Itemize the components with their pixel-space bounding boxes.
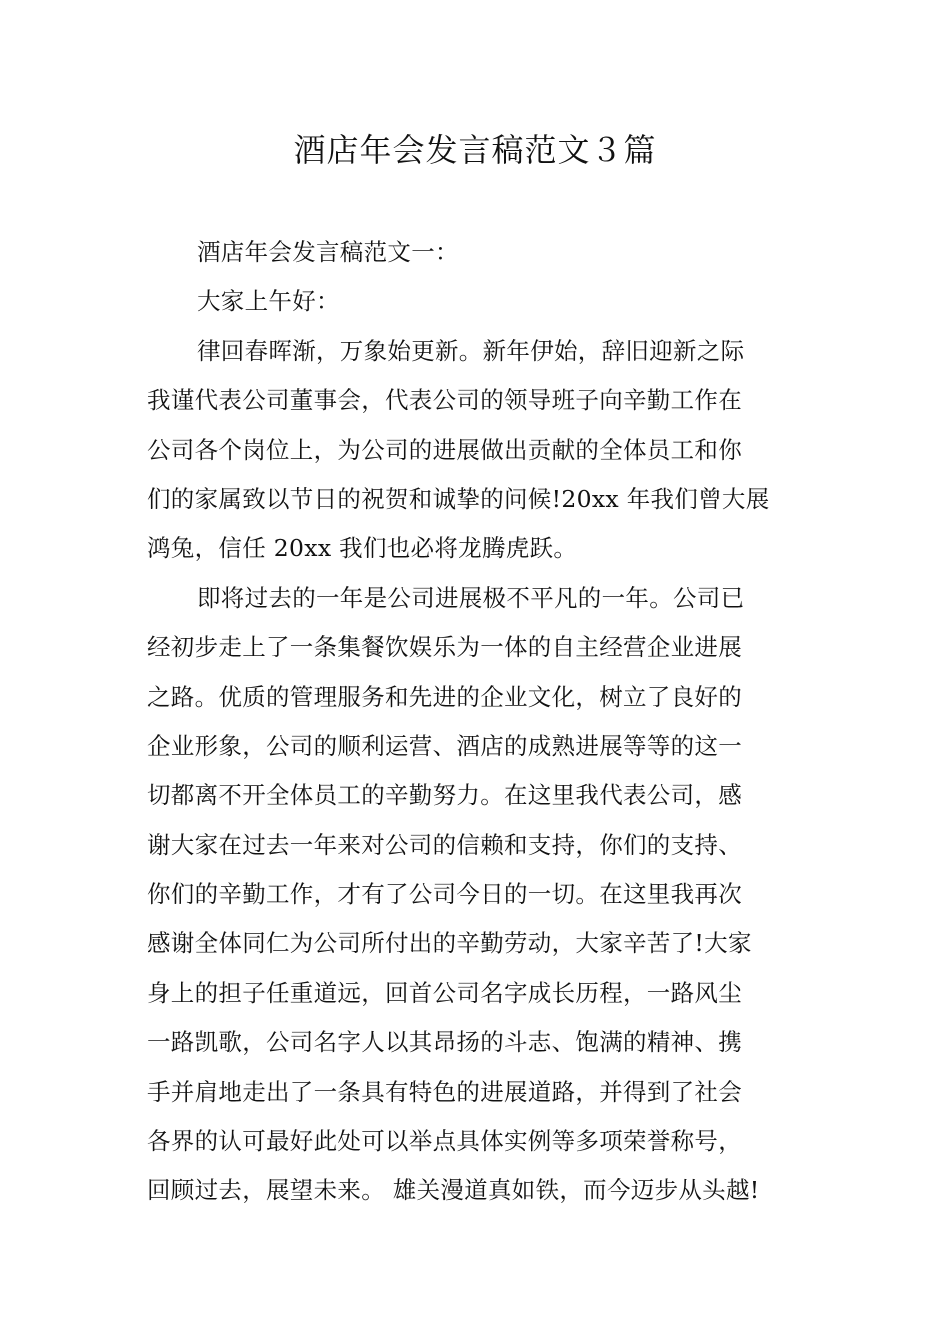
paragraph-line: 经初步走上了一条集餐饮娱乐为一体的自主经营企业进展 (147, 633, 742, 662)
paragraph-line: 你们的辛勤工作，才有了公司今日的一切。在这里我再次 (147, 880, 742, 909)
paragraph-line: 身上的担子任重道远，回首公司名字成长历程，一路风尘 (147, 978, 742, 1007)
paragraph-line: 回顾过去，展望未来。 雄关漫道真如铁，而今迈步从头越! (147, 1176, 760, 1205)
paragraph-line: 鸿兔，信任 20xx 我们也必将龙腾虎跃。 (147, 534, 578, 563)
paragraph-line: 公司各个岗位上，为公司的进展做出贡献的全体员工和你 (147, 435, 742, 464)
paragraph-line: 之路。优质的管理服务和先进的企业文化，树立了良好的 (147, 682, 742, 711)
paragraph-line: 谢大家在过去一年来对公司的信赖和支持，你们的支持、 (147, 830, 742, 859)
paragraph-line: 手并肩地走出了一条具有特色的进展道路，并得到了社会 (147, 1077, 742, 1106)
document-body (147, 228, 807, 1216)
greeting-line: 大家上午好： (197, 287, 340, 316)
document-title: 酒店年会发言稿范文３篇 (293, 131, 657, 169)
paragraph-line: 切都离不开全体员工的辛勤努力。在这里我代表公司，感 (147, 781, 742, 810)
section-heading: 酒店年会发言稿范文一： (197, 238, 459, 266)
paragraph-line: 我谨代表公司董事会，代表公司的领导班子向辛勤工作在 (147, 386, 742, 415)
paragraph-line: 律回春晖渐，万象始更新。新年伊始，辞旧迎新之际 (197, 336, 745, 365)
paragraph-line: 即将过去的一年是公司进展极不平凡的一年。公司已 (197, 583, 745, 612)
paragraph-line: 感谢全体同仁为公司所付出的辛勤劳动，大家辛苦了!大家 (147, 929, 752, 958)
paragraph-line: 一路凯歌，公司名字人以其昂扬的斗志、饱满的精神、携 (147, 1028, 742, 1057)
paragraph-line: 们的家属致以节日的祝贺和诚挚的问候!20xx 年我们曾大展 (147, 484, 770, 513)
paragraph-line: 企业形象，公司的顺利运营、酒店的成熟进展等等的这一 (147, 731, 742, 760)
paragraph-line: 各界的认可最好此处可以举点具体实例等多项荣誉称号， (147, 1127, 742, 1156)
